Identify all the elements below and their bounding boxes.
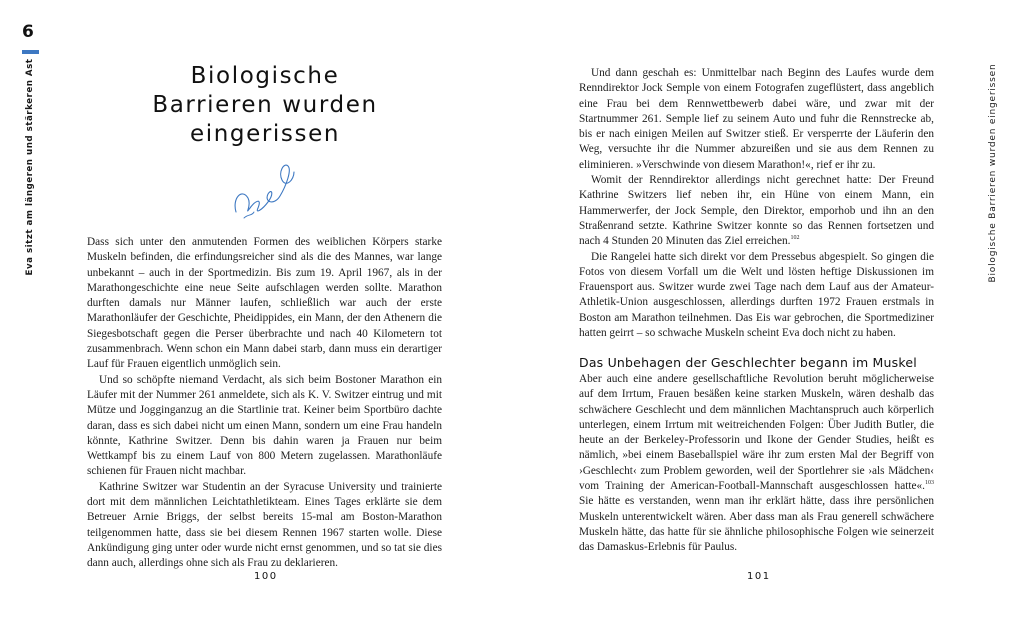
chapter-title — [140, 62, 390, 149]
footnote-ref[interactable]: 103 — [925, 480, 934, 487]
body-paragraph — [579, 173, 934, 249]
body-paragraph: Kathrine Switzer war Studentin an der Syracuse University und trainierte dort mit dem männlichen Leichtathletikteam. Eines Tages erklärte sie dem Betreuer Arnie Briggs, der selbst bereits 15-mal am Boston-Marathon teilgenommen hatte, dass sie bei diesem Rennen 1967 starten wolle. Diese Ankündigung ging unter oder wurde nicht ernst genommen, und so tat sie dies dann auch, allerdings ohne sich als Frau zu deklarieren. — [87, 480, 442, 570]
body-paragraph — [579, 372, 934, 556]
right-page-body — [579, 66, 934, 341]
chapter-title-line: eingerissen — [189, 121, 340, 147]
body-paragraph: Dass sich unter den anmutenden Formen des weiblichen Körpers starke Muskeln befinden, die erfindungsreicher sind als die des Mannes, war lange unbekannt – auch in der Sportmedizin. Bis zum 19. April 1967, als in der Marathongeschichte eine neue Seite aufschlagen werden sollte. Marathon durften damals nur Männer laufen, schließlich war auch der erste Marathonläufer der Geschichte, Pheidippides, ein Mann, der den Athenern die Siegesbotschaft gegen die Perser überbrachte und nach 40 Kilometern tot zusammenbrach. Wenn schon ein Mann dabei starb, dann muss ein derartiger Lauf für Frauen eigentlich unmöglich sein. — [87, 236, 442, 371]
chapter-title-line: Barrieren wurden — [152, 92, 378, 118]
right-page-section-body — [579, 372, 934, 556]
body-paragraph-text: Sie hätte es verstanden, wenn man ihr erklärt hätte, dass ihre persönlichen Muskeln unterentwickelt wären. Aber dass man als Frau generell schwächere Muskeln hätte, das hatte für sie ähnliche philosophische Folgen wie seinerzeit das Damaskus-Erlebnis für Paulus. — [579, 495, 934, 554]
left-page-body — [87, 235, 442, 572]
body-paragraph-text: Aber auch eine andere gesellschaftliche Revolution beruht möglicherweise auf dem Irrtum, Frauen besäßen keine starken Muskeln, wären deshalb das schwächere Geschlecht und dem männlichen Machtanspruch auch körperlich unterlegen, einem Irrtum mit weitreichenden Folgen: Über Judith Butler, die heute an der Berkeley-Professorin und Ikone der Gender Studies, heißt es nämlich, »bei einem Baseballspiel wäre ihr zum ersten Mal der Begriff von ›Geschlecht‹ zum Problem geworden, weil der Sportlehrer sie ›als Mädchen‹ vom Training der American-Football-Mannschaft ausgeschlossen hatte«. — [579, 373, 934, 493]
body-paragraph-text: Womit der Renndirektor allerdings nicht gerechnet hatte: Der Freund Kathrine Switzers lief neben ihr, ein Hüne von einem Mann, ein Hammerwerfer, der Jock Semple, den Direktor, emporhob und ihn an den Straßenrand setzte. Kathrine Switzer konnte so das Rennen fortsetzen und nach 4 Stunden 20 Minuten das Ziel erreichen. — [579, 174, 934, 248]
body-paragraph: Und dann geschah es: Unmittelbar nach Beginn des Laufes wurde dem Renndirektor Jock Semple von einem Fotografen zugeflüstert, dass angeblich eine Frau bei dem Rennwettbewerb dabei wäre, und zwar mit der Startnummer 261. Semple lief zu seinem Auto und fuhr die Rennstrecke ab, bis er nach einigen Meilen auf Switzer stieß. Er versperrte der Läuferin den Weg, versuchte ihr die Nummer abzureißen und sie aus dem Rennen zu eliminieren. »Verschwinde von diesem Marathon!«, rief er ihr zu. — [579, 67, 934, 171]
flourish-ornament — [228, 158, 300, 224]
chapter-title-line: Biologische — [190, 63, 340, 89]
section-subheading: Das Unbehagen der Geschlechter begann im Muskel — [579, 355, 917, 370]
chapter-accent-bar — [22, 50, 39, 54]
page-number-right: 101 — [747, 571, 771, 582]
running-head-right: Biologische Barrieren wurden eingerissen — [988, 63, 998, 283]
body-paragraph: Und so schöpfte niemand Verdacht, als sich beim Bostoner Marathon ein Läufer mit der Nummer 261 anmeldete, sich als K. V. Switzer eintrug und mit Mütze und Jogginganzug an die Startlinie trat. Keiner beim Sportbüro dachte daran, dass es sich dabei nicht um einen Mann, sondern um eine Frau handeln könnte, Kathrine Switzer. Denn bis dahin waren ja Frauen nur beim Wettkampf bis zu einem Lauf von 800 Metern zugelassen. Marathonläufe schienen für Frauen nicht machbar. — [87, 373, 442, 478]
footnote-ref[interactable]: 102 — [790, 235, 800, 242]
page-number-left: 100 — [254, 571, 278, 582]
running-head-left: Eva sitzt am längeren und stärkeren Ast — [25, 58, 35, 276]
body-paragraph: Die Rangelei hatte sich direkt vor dem Pressebus abgespielt. So gingen die Fotos von diesem Vorfall um die Welt und lösten heftige Diskussionen im Frauensport aus. Switzer wurde zwei Tage nach dem Lauf aus der Amateur-Athletik-Union ausgeschlossen, allerdings durften 1972 Frauen erstmals in Boston am Marathon teilnehmen. Das Eis war gebrochen, die Sportmediziner hatten geirrt – so schwache Muskeln scheint Eva doch nicht zu haben. — [579, 250, 934, 340]
chapter-number: 6 — [22, 22, 34, 42]
